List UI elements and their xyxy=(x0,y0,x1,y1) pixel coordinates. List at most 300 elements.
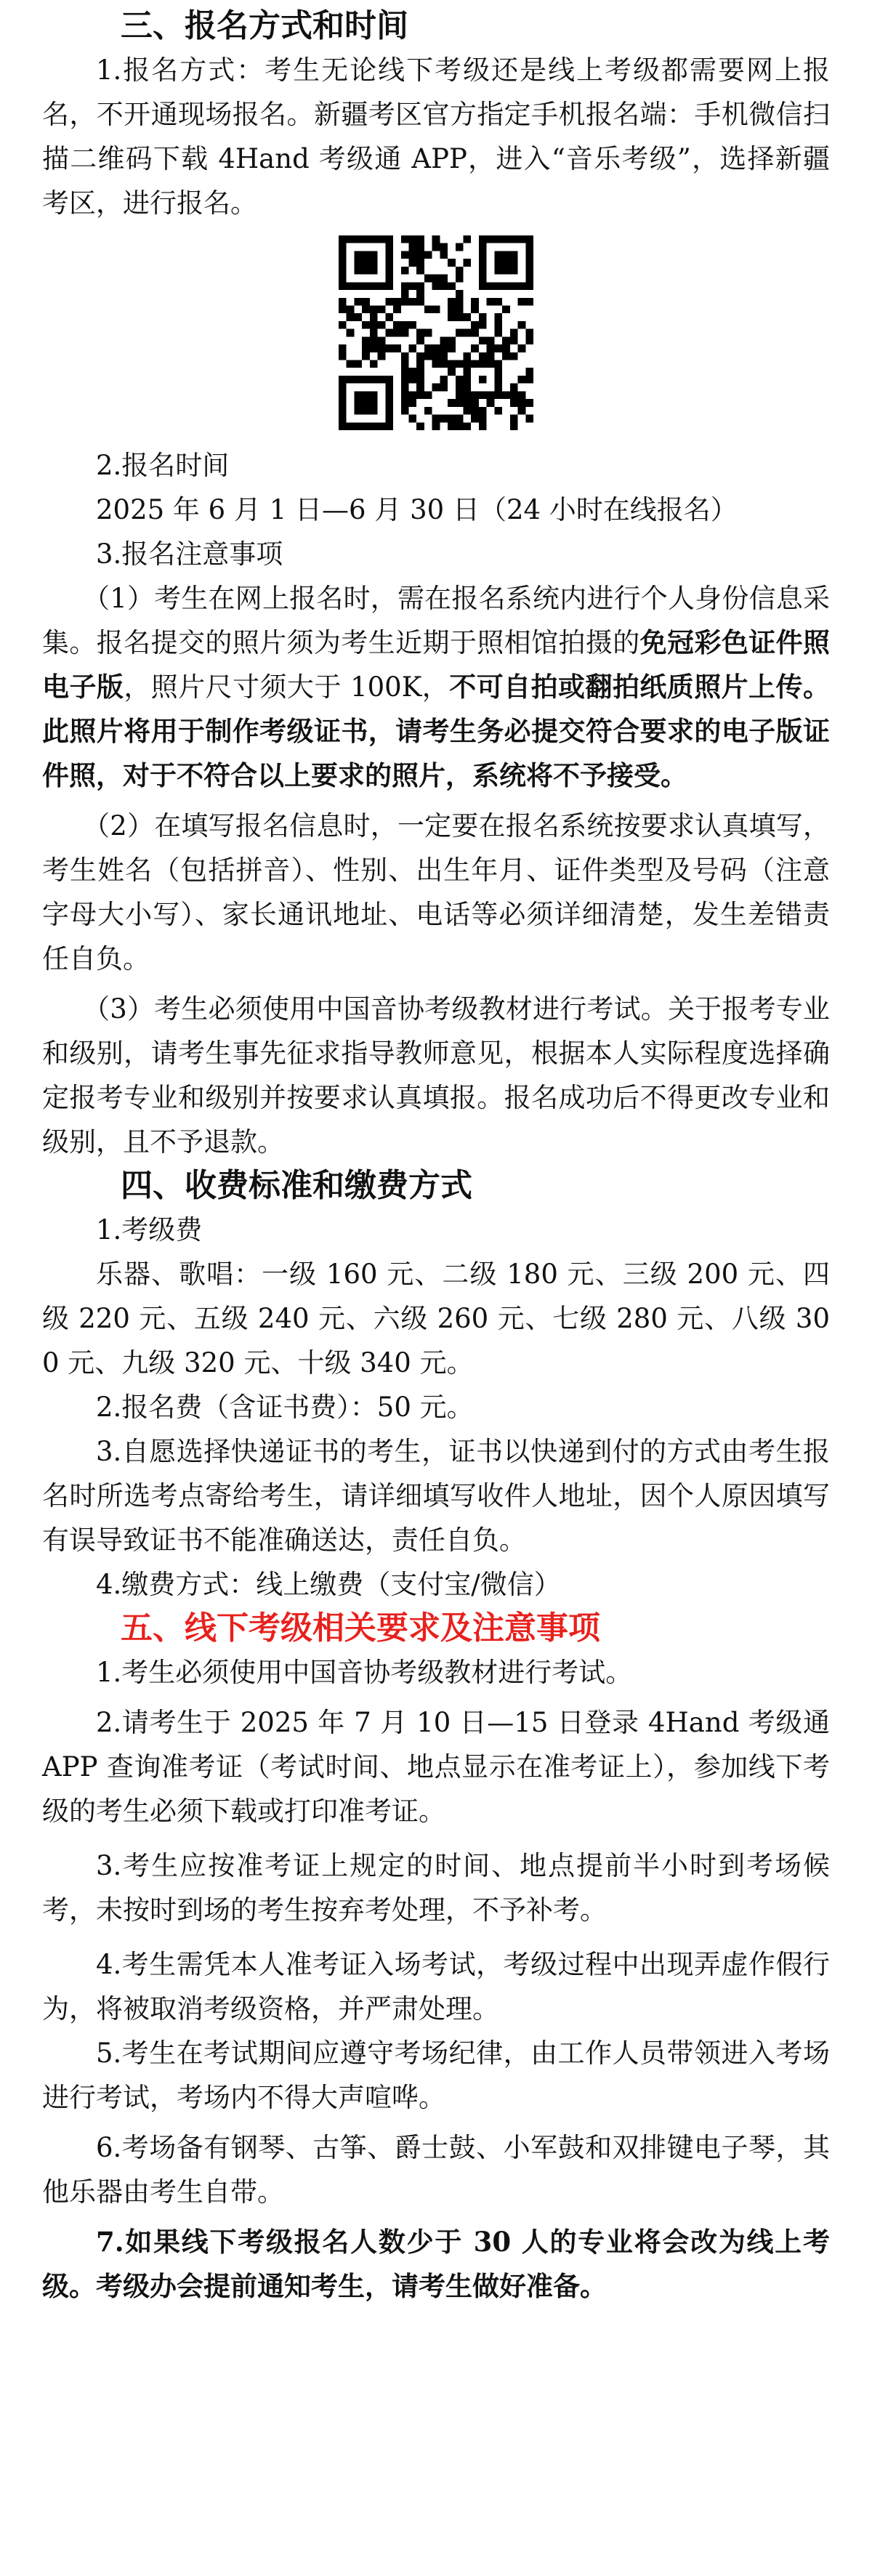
qr-module xyxy=(339,344,347,352)
qr-module xyxy=(471,329,479,337)
qr-module xyxy=(354,407,362,415)
qr-module xyxy=(502,391,510,399)
qr-module xyxy=(416,384,424,392)
qr-module xyxy=(408,391,416,399)
qr-module xyxy=(354,313,362,321)
qr-module xyxy=(494,344,502,352)
qr-module xyxy=(339,275,347,283)
qr-module xyxy=(479,360,487,368)
qr-module xyxy=(479,313,487,321)
qr-module xyxy=(456,399,464,407)
qr-module xyxy=(385,384,393,392)
registration-note-2: （2）在填写报名信息时，一定要在报名系统按要求认真填写，考生姓名（包括拼音）、性别、出生年月、证件类型及号码（注意字母大小写）、家长通讯地址、电话等必须详细清楚，发生差错责任自负。 xyxy=(42,810,830,974)
qr-module xyxy=(362,336,370,344)
qr-module xyxy=(502,251,510,259)
qr-module xyxy=(479,235,487,243)
qr-module xyxy=(448,415,456,423)
qr-module xyxy=(456,415,464,423)
qr-module xyxy=(370,251,378,259)
qr-module xyxy=(464,352,472,360)
qr-module xyxy=(502,259,510,267)
qr-module xyxy=(525,243,533,251)
qr-module xyxy=(401,376,409,384)
qr-module xyxy=(354,399,362,407)
qr-module xyxy=(339,391,347,399)
qr-module xyxy=(479,275,487,283)
qr-module xyxy=(370,344,378,352)
qr-module xyxy=(370,360,378,368)
qr-module xyxy=(432,415,440,423)
qr-module xyxy=(502,344,510,352)
qr-module xyxy=(393,321,401,329)
qr-module xyxy=(494,329,502,337)
qr-module xyxy=(416,329,424,337)
qr-module xyxy=(354,391,362,399)
qr-module xyxy=(479,391,487,399)
qr-module xyxy=(440,282,448,290)
qr-module xyxy=(440,360,448,368)
qr-module xyxy=(502,282,510,290)
qr-module xyxy=(416,282,424,290)
qr-module xyxy=(408,243,416,251)
section-3-heading: 三、报名方式和时间 xyxy=(121,7,408,44)
qr-module xyxy=(393,298,401,306)
qr-module xyxy=(401,360,409,368)
qr-module xyxy=(464,407,472,415)
qr-module xyxy=(339,251,347,259)
qr-module xyxy=(370,422,378,430)
qr-module xyxy=(362,235,370,243)
qr-module xyxy=(416,391,424,399)
qr-module xyxy=(370,305,378,313)
qr-module xyxy=(354,422,362,430)
qr-module xyxy=(378,235,386,243)
qr-module xyxy=(401,290,409,298)
qr-module xyxy=(479,267,487,275)
qr-module xyxy=(408,259,416,267)
qr-module xyxy=(362,422,370,430)
qr-module xyxy=(339,422,347,430)
qr-module xyxy=(432,422,440,430)
qr-module xyxy=(518,391,526,399)
qr-module xyxy=(464,259,472,267)
qr-module xyxy=(385,415,393,423)
note-1-text-a: （1）考生在网上报名时，需在报名系统内进行个人身份信息采集。报名提交的照片须为考生近期于照相馆拍摄的 xyxy=(42,583,830,658)
qr-module xyxy=(440,344,448,352)
qr-module xyxy=(385,399,393,407)
qr-module xyxy=(448,313,456,321)
qr-module xyxy=(401,384,409,392)
qr-module xyxy=(385,275,393,283)
qr-module xyxy=(494,391,502,399)
qr-module xyxy=(464,391,472,399)
payment-method: 4.缴费方式：线上缴费（支付宝/微信） xyxy=(96,1569,561,1600)
qr-module xyxy=(471,321,479,329)
qr-module xyxy=(510,391,518,399)
qr-module xyxy=(456,305,464,313)
qr-module xyxy=(347,376,355,384)
section-4-heading: 四、收费标准和缴费方式 xyxy=(121,1167,472,1204)
qr-module xyxy=(339,321,347,329)
qr-module xyxy=(518,235,526,243)
qr-module xyxy=(416,336,424,344)
qr-module xyxy=(385,376,393,384)
qr-module xyxy=(385,251,393,259)
section-5-heading: 五、线下考级相关要求及注意事项 xyxy=(121,1610,600,1647)
qr-module xyxy=(408,376,416,384)
qr-module xyxy=(525,259,533,267)
qr-module xyxy=(385,344,393,352)
qr-module xyxy=(448,259,456,267)
qr-module xyxy=(408,344,416,352)
qr-module xyxy=(525,235,533,243)
qr-module xyxy=(354,267,362,275)
qr-module xyxy=(339,384,347,392)
offline-rule-3: 3.考生应按准考证上规定的时间、地点提前半小时到考场候考，未按时到场的考生按弃考处理，不予补考。 xyxy=(42,1850,830,1926)
certificate-delivery-note: 3.自愿选择快递证书的考生，证书以快递到付的方式由考生报名时所选考点寄给考生，请详细填写收件人地址，因个人原因填写有误导致证书不能准确送达，责任自负。 xyxy=(42,1436,830,1556)
qr-module xyxy=(354,259,362,267)
qr-module xyxy=(432,344,440,352)
qr-module xyxy=(370,282,378,290)
qr-module xyxy=(432,235,440,243)
qr-module xyxy=(370,399,378,407)
qr-module xyxy=(401,298,409,306)
qr-module xyxy=(487,352,495,360)
qr-module xyxy=(362,305,370,313)
qr-module xyxy=(378,282,386,290)
registration-fee: 2.报名费（含证书费）：50 元。 xyxy=(96,1392,474,1423)
qr-module xyxy=(362,407,370,415)
qr-module xyxy=(370,376,378,384)
qr-module xyxy=(479,352,487,360)
qr-module xyxy=(339,399,347,407)
qr-module xyxy=(471,415,479,423)
qr-module xyxy=(416,259,424,267)
qr-module xyxy=(354,298,362,306)
qr-module xyxy=(416,267,424,275)
qr-module xyxy=(479,259,487,267)
qr-module xyxy=(479,376,487,384)
qr-module xyxy=(354,235,362,243)
qr-module xyxy=(401,329,409,337)
qr-module xyxy=(440,243,448,251)
offline-rule-7-bold: 7.如果线下考级报名人数少于 30 人的专业将会改为线上考级。考级办会提前通知考生，请考生做好准备。 xyxy=(42,2226,830,2302)
qr-module xyxy=(401,399,409,407)
qr-module xyxy=(339,305,347,313)
registration-time-value: 2025 年 6 月 1 日—6 月 30 日（24 小时在线报名） xyxy=(96,494,738,525)
qr-module xyxy=(494,313,502,321)
qr-module xyxy=(525,415,533,423)
qr-module xyxy=(487,298,495,306)
qr-module xyxy=(464,376,472,384)
qr-module xyxy=(385,282,393,290)
qr-module xyxy=(448,305,456,313)
qr-module xyxy=(347,422,355,430)
qr-module xyxy=(416,352,424,360)
qr-module xyxy=(487,360,495,368)
qr-module xyxy=(339,298,347,306)
qr-module xyxy=(487,391,495,399)
qr-module xyxy=(525,282,533,290)
qr-module xyxy=(448,336,456,344)
qr-module xyxy=(510,329,518,337)
qr-module xyxy=(440,352,448,360)
qr-module xyxy=(525,251,533,259)
qr-module xyxy=(432,275,440,283)
qr-module xyxy=(424,251,432,259)
qr-module xyxy=(518,407,526,415)
qr-module xyxy=(456,391,464,399)
qr-module xyxy=(370,259,378,267)
qr-module xyxy=(510,259,518,267)
qr-module xyxy=(471,407,479,415)
qr-module xyxy=(464,422,472,430)
qr-module xyxy=(440,251,448,259)
qr-module xyxy=(525,275,533,283)
qr-module xyxy=(424,352,432,360)
qr-module xyxy=(440,384,448,392)
offline-rule-7 xyxy=(42,2220,830,2309)
qr-module xyxy=(416,251,424,259)
note-1-bold-warning: 不可自拍或翻拍纸质照片上传。此照片将用于制作考级证书，请考生务必提交符合要求的电子版证件照，对于不符合以上要求的照片，系统将不予接受。 xyxy=(42,671,831,791)
qr-module xyxy=(487,399,495,407)
qr-module xyxy=(339,407,347,415)
qr-module xyxy=(424,329,432,337)
qr-module xyxy=(432,384,440,392)
qr-module xyxy=(416,422,424,430)
qr-module xyxy=(362,352,370,360)
qr-module xyxy=(393,329,401,337)
qr-module xyxy=(510,415,518,423)
qr-module xyxy=(385,329,393,337)
qr-module xyxy=(370,391,378,399)
registration-method-paragraph: 1.报名方式：考生无论线下考级还是线上考级都需要网上报名，不开通现场报名。新疆考区官方指定手机报名端：手机微信扫描二维码下载 4Hand 考级通 APP，进入“音乐考级”，选择新疆考区，进行报名。 xyxy=(42,54,830,219)
qr-module xyxy=(370,321,378,329)
qr-module xyxy=(456,267,464,275)
qr-module xyxy=(510,267,518,275)
qr-module xyxy=(347,305,355,313)
qr-module xyxy=(416,298,424,306)
qr-module xyxy=(385,422,393,430)
qr-module xyxy=(408,235,416,243)
qr-module xyxy=(456,360,464,368)
qr-module xyxy=(456,376,464,384)
qr-module xyxy=(339,352,347,360)
qr-module xyxy=(424,344,432,352)
qr-module xyxy=(416,290,424,298)
qr-module xyxy=(510,352,518,360)
exam-fee-detail: 乐器、歌唱：一级 160 元、二级 180 元、三级 200 元、四级 220 元、五级 240 元、六级 260 元、七级 280 元、八级 300 元、九级 320 元、十级 340 元。 xyxy=(42,1259,830,1378)
qr-module xyxy=(378,352,386,360)
qr-module xyxy=(464,329,472,337)
qr-module xyxy=(378,376,386,384)
qr-module xyxy=(456,298,464,306)
qr-module xyxy=(440,376,448,384)
qr-module xyxy=(339,235,347,243)
qr-module xyxy=(471,344,479,352)
qr-module xyxy=(456,313,464,321)
qr-module xyxy=(494,267,502,275)
qr-module xyxy=(525,376,533,384)
qr-module xyxy=(518,298,526,306)
qr-module xyxy=(385,243,393,251)
qr-module xyxy=(354,251,362,259)
note-1-text-c: ，照片尺寸须大于 100K， xyxy=(124,671,450,703)
qr-module xyxy=(370,235,378,243)
offline-rule-6: 6.考场备有钢琴、古筝、爵士鼓、小军鼓和双排键电子琴，其他乐器由考生自带。 xyxy=(42,2132,830,2208)
qr-module xyxy=(385,267,393,275)
qr-module xyxy=(408,399,416,407)
exam-fee-label: 1.考级费 xyxy=(96,1214,203,1245)
qr-module xyxy=(362,391,370,399)
qr-module xyxy=(401,251,409,259)
qr-module xyxy=(448,422,456,430)
qr-module xyxy=(339,376,347,384)
qr-module xyxy=(494,384,502,392)
qr-module xyxy=(416,235,424,243)
qr-module xyxy=(347,360,355,368)
qr-module xyxy=(464,399,472,407)
qr-module xyxy=(487,235,495,243)
qr-module xyxy=(456,422,464,430)
qr-module xyxy=(378,344,386,352)
qr-module xyxy=(378,321,386,329)
qr-module xyxy=(518,344,526,352)
qr-module xyxy=(518,321,526,329)
qr-module xyxy=(502,235,510,243)
qr-module xyxy=(424,275,432,283)
qr-module xyxy=(502,305,510,313)
qr-module xyxy=(416,368,424,376)
qr-module xyxy=(424,407,432,415)
qr-module xyxy=(471,298,479,306)
qr-module xyxy=(525,329,533,337)
qr-module xyxy=(354,360,362,368)
qr-module xyxy=(494,259,502,267)
qr-module xyxy=(408,321,416,329)
qr-module xyxy=(502,336,510,344)
qr-module xyxy=(440,336,448,344)
qr-module xyxy=(401,407,409,415)
registration-notes-label: 3.报名注意事项 xyxy=(96,538,283,570)
qr-module xyxy=(401,391,409,399)
qr-module xyxy=(487,336,495,344)
qr-module xyxy=(385,259,393,267)
qr-module xyxy=(424,391,432,399)
qr-module xyxy=(370,336,378,344)
qr-module xyxy=(347,313,355,321)
qr-module xyxy=(525,336,533,344)
qr-module xyxy=(378,422,386,430)
qr-module xyxy=(385,313,393,321)
qr-module xyxy=(393,305,401,313)
qr-module xyxy=(479,251,487,259)
qr-module xyxy=(494,251,502,259)
qr-module xyxy=(370,267,378,275)
qr-module xyxy=(370,407,378,415)
qr-module xyxy=(494,235,502,243)
qr-module xyxy=(408,251,416,259)
qr-module xyxy=(448,344,456,352)
qr-module xyxy=(401,267,409,275)
qr-module xyxy=(424,305,432,313)
qr-module xyxy=(354,282,362,290)
qr-module xyxy=(471,305,479,313)
qr-module xyxy=(510,399,518,407)
qr-module xyxy=(339,259,347,267)
qr-module xyxy=(479,336,487,344)
qr-module xyxy=(448,282,456,290)
qr-module xyxy=(479,407,487,415)
offline-rule-2: 2.请考生于 2025 年 7 月 10 日—15 日登录 4Hand 考级通 APP 查询准考证（考试时间、地点显示在准考证上），参加线下考级的考生必须下载或打印准考证。 xyxy=(42,1707,830,1827)
qr-module xyxy=(510,235,518,243)
qr-module xyxy=(448,399,456,407)
qr-module xyxy=(408,368,416,376)
qr-module xyxy=(494,360,502,368)
qr-module xyxy=(385,235,393,243)
qr-module xyxy=(362,399,370,407)
qr-module xyxy=(525,399,533,407)
qr-module xyxy=(487,344,495,352)
qr-module xyxy=(401,282,409,290)
qr-module xyxy=(362,344,370,352)
qr-module xyxy=(448,368,456,376)
qr-module xyxy=(432,243,440,251)
qr-module xyxy=(401,321,409,329)
qr-module xyxy=(416,376,424,384)
qr-module xyxy=(370,329,378,337)
qr-module xyxy=(494,321,502,329)
qr-module xyxy=(494,376,502,384)
qr-module xyxy=(464,384,472,392)
qr-module xyxy=(339,243,347,251)
qr-module xyxy=(487,282,495,290)
qr-module xyxy=(479,422,487,430)
qr-module xyxy=(510,384,518,392)
qr-module xyxy=(510,336,518,344)
qr-module xyxy=(339,267,347,275)
note-1-bold-photo: 免冠彩色证件照电子版 xyxy=(42,626,831,703)
qr-module xyxy=(432,305,440,313)
qr-module xyxy=(401,368,409,376)
qr-module xyxy=(494,407,502,415)
qr-module xyxy=(362,282,370,290)
qr-module xyxy=(362,321,370,329)
registration-note-3: （3）考生必须使用中国音协考级教材进行考试。关于报考专业和级别，请考生事先征求指导教师意见，根据本人实际程度选择确定报考专业和级别并按要求认真填报。报名成功后不得更改专业和级别，且不予退款。 xyxy=(42,993,830,1158)
qr-code-container xyxy=(42,235,830,430)
qr-module xyxy=(362,298,370,306)
qr-module xyxy=(339,415,347,423)
qr-module xyxy=(525,368,533,376)
qr-module xyxy=(510,251,518,259)
qr-module xyxy=(471,399,479,407)
qr-module xyxy=(456,384,464,392)
qr-code-icon xyxy=(339,235,533,430)
qr-module xyxy=(525,267,533,275)
qr-module xyxy=(416,243,424,251)
qr-module xyxy=(479,321,487,329)
offline-rule-4: 4.考生需凭本人准考证入场考试，考级过程中出现弄虚作假行为，将被取消考级资格，并严肃处理。 xyxy=(42,1949,830,2024)
qr-module xyxy=(385,407,393,415)
qr-module xyxy=(354,376,362,384)
qr-module xyxy=(479,282,487,290)
qr-module xyxy=(464,368,472,376)
qr-module xyxy=(347,282,355,290)
qr-module xyxy=(339,282,347,290)
qr-module xyxy=(370,313,378,321)
qr-module xyxy=(518,399,526,407)
qr-module xyxy=(456,290,464,298)
